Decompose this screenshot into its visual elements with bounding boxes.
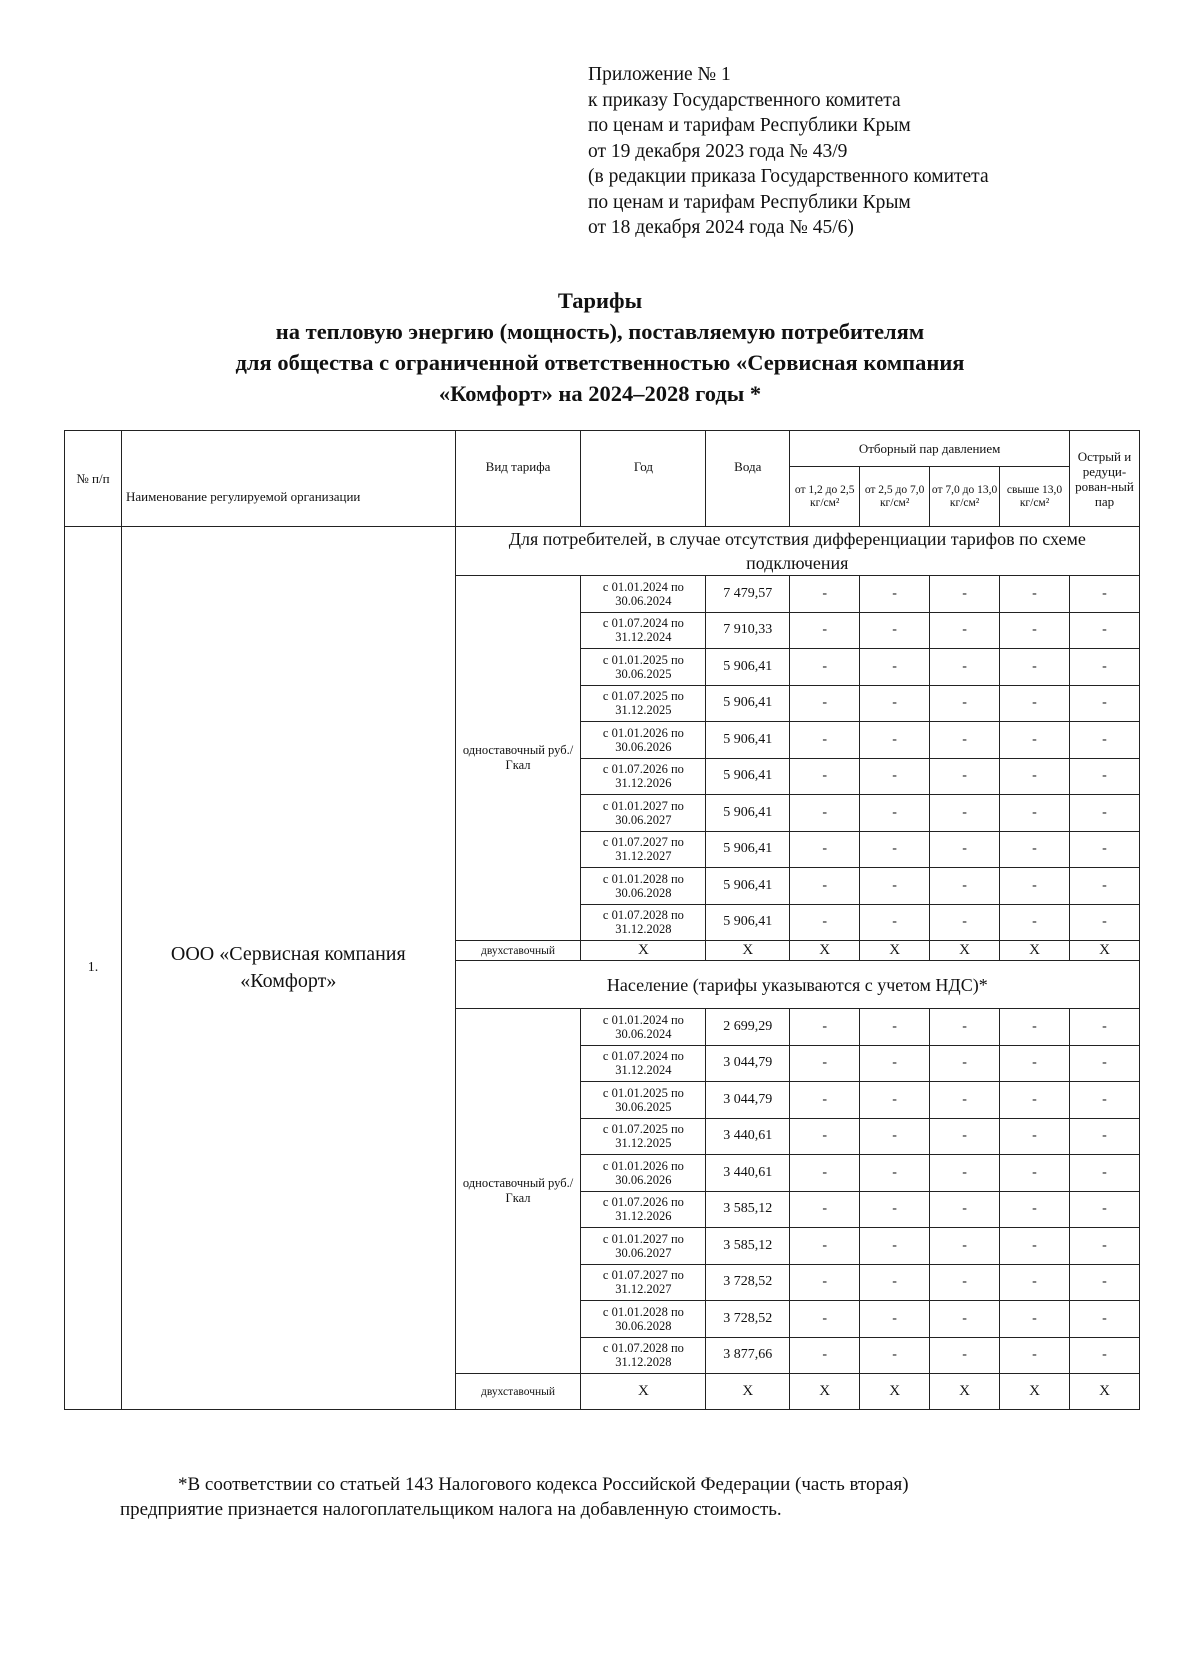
appendix-line: от 18 декабря 2024 года № 45/6) [588, 217, 854, 238]
period-cell: с 01.01.2027 по 30.06.2027 [581, 795, 706, 832]
steam-tariff-cell: - [930, 1301, 1000, 1338]
water-tariff-cell: 3 440,61 [706, 1155, 790, 1192]
steam-tariff-cell: - [860, 685, 930, 722]
appendix-header [588, 62, 989, 241]
period-cell: с 01.07.2027 по 31.12.2027 [581, 831, 706, 868]
water-tariff-cell: 5 906,41 [706, 904, 790, 941]
water-tariff-cell: 5 906,41 [706, 795, 790, 832]
steam-tariff-cell: - [1069, 1009, 1139, 1046]
steam-tariff-cell: - [930, 795, 1000, 832]
document-title [60, 285, 1140, 409]
steam-tariff-cell: - [930, 1045, 1000, 1082]
section-title: Для потребителей, в случае отсутствия дифференциации тарифов по схеме подключения [455, 527, 1139, 576]
single-rate-label: одноставочный руб./Гкал [455, 576, 581, 941]
footnote [120, 1472, 1080, 1522]
period-cell: с 01.07.2026 по 31.12.2026 [581, 1191, 706, 1228]
steam-tariff-cell: - [790, 649, 860, 686]
steam-tariff-cell: - [1069, 1191, 1139, 1228]
steam-tariff-cell: - [790, 868, 860, 905]
steam-tariff-cell: - [930, 1009, 1000, 1046]
steam-tariff-cell: - [1000, 1155, 1070, 1192]
section-row [65, 527, 1140, 576]
water-tariff-cell: 3 877,66 [706, 1337, 790, 1374]
water-tariff-cell: 3 044,79 [706, 1082, 790, 1119]
steam-tariff-cell: - [790, 1264, 860, 1301]
steam-tariff-cell: - [860, 1045, 930, 1082]
two-rate-label: двухставочный [455, 1374, 581, 1410]
header-sharp-steam: Острый и редуци-рован-ный пар [1069, 431, 1139, 527]
steam-tariff-cell: - [1000, 1118, 1070, 1155]
steam-tariff-cell: - [790, 1045, 860, 1082]
header-steam-1: от 1,2 до 2,5 кг/см² [790, 467, 860, 527]
steam-tariff-cell: - [1069, 1082, 1139, 1119]
period-cell: с 01.07.2026 по 31.12.2026 [581, 758, 706, 795]
appendix-line: от 19 декабря 2023 года № 43/9 [588, 140, 848, 162]
steam-tariff-cell: - [1000, 795, 1070, 832]
water-tariff-cell: 5 906,41 [706, 722, 790, 759]
header-year: Год [581, 431, 706, 527]
water-tariff-cell: 3 044,79 [706, 1045, 790, 1082]
steam-tariff-cell: - [1000, 1045, 1070, 1082]
x-mark-cell: X [581, 941, 706, 961]
steam-tariff-cell: - [790, 1118, 860, 1155]
steam-tariff-cell: - [860, 649, 930, 686]
steam-tariff-cell: - [790, 1009, 860, 1046]
period-cell: с 01.07.2028 по 31.12.2028 [581, 1337, 706, 1374]
steam-tariff-cell: - [930, 1264, 1000, 1301]
steam-tariff-cell: - [1000, 1228, 1070, 1265]
steam-tariff-cell: - [790, 831, 860, 868]
steam-tariff-cell: - [860, 1228, 930, 1265]
steam-tariff-cell: - [1000, 758, 1070, 795]
steam-tariff-cell: - [1069, 649, 1139, 686]
x-mark-cell: X [860, 1374, 930, 1410]
tariff-table [64, 430, 1140, 1410]
steam-tariff-cell: - [930, 1228, 1000, 1265]
header-num: № п/п [65, 431, 122, 527]
x-mark-cell: X [1000, 941, 1070, 961]
appendix-line: по ценам и тарифам Республики Крым [588, 191, 911, 213]
org-name: ООО «Сервисная компания «Комфорт» [122, 527, 456, 1410]
x-mark-cell: X [860, 941, 930, 961]
x-mark-cell: X [790, 1374, 860, 1410]
period-cell: с 01.07.2025 по 31.12.2025 [581, 1118, 706, 1155]
period-cell: с 01.07.2024 по 31.12.2024 [581, 612, 706, 649]
x-mark-cell: X [790, 941, 860, 961]
row-number: 1. [65, 527, 122, 1410]
water-tariff-cell: 5 906,41 [706, 758, 790, 795]
steam-tariff-cell: - [860, 722, 930, 759]
steam-tariff-cell: - [930, 649, 1000, 686]
steam-tariff-cell: - [860, 795, 930, 832]
water-tariff-cell: 5 906,41 [706, 868, 790, 905]
steam-tariff-cell: - [790, 576, 860, 613]
water-tariff-cell: 3 585,12 [706, 1191, 790, 1228]
steam-tariff-cell: - [930, 1191, 1000, 1228]
water-tariff-cell: 2 699,29 [706, 1009, 790, 1046]
steam-tariff-cell: - [860, 868, 930, 905]
steam-tariff-cell: - [1069, 1155, 1139, 1192]
steam-tariff-cell: - [1000, 868, 1070, 905]
steam-tariff-cell: - [790, 1082, 860, 1119]
steam-tariff-cell: - [790, 612, 860, 649]
steam-tariff-cell: - [930, 722, 1000, 759]
steam-tariff-cell: - [1000, 1264, 1070, 1301]
steam-tariff-cell: - [860, 576, 930, 613]
steam-tariff-cell: - [930, 831, 1000, 868]
period-cell: с 01.07.2028 по 31.12.2028 [581, 904, 706, 941]
water-tariff-cell: 3 585,12 [706, 1228, 790, 1265]
steam-tariff-cell: - [1069, 685, 1139, 722]
steam-tariff-cell: - [930, 758, 1000, 795]
steam-tariff-cell: - [1069, 758, 1139, 795]
period-cell: с 01.01.2024 по 30.06.2024 [581, 576, 706, 613]
steam-tariff-cell: - [860, 1301, 930, 1338]
steam-tariff-cell: - [790, 1155, 860, 1192]
steam-tariff-cell: - [1069, 1301, 1139, 1338]
steam-tariff-cell: - [860, 1191, 930, 1228]
steam-tariff-cell: - [860, 1009, 930, 1046]
steam-tariff-cell: - [1000, 1337, 1070, 1374]
header-steam-3: от 7,0 до 13,0 кг/см² [930, 467, 1000, 527]
period-cell: с 01.01.2026 по 30.06.2026 [581, 1155, 706, 1192]
steam-tariff-cell: - [1000, 612, 1070, 649]
water-tariff-cell: 5 906,41 [706, 685, 790, 722]
period-cell: с 01.01.2028 по 30.06.2028 [581, 1301, 706, 1338]
steam-tariff-cell: - [1000, 576, 1070, 613]
x-mark-cell: X [706, 1374, 790, 1410]
title-line: «Комфорт» на 2024–2028 годы * [438, 381, 762, 406]
steam-tariff-cell: - [1069, 722, 1139, 759]
tariff-body [65, 527, 1140, 1410]
steam-tariff-cell: - [1069, 795, 1139, 832]
header-org: Наименование регулируемой организации [122, 431, 456, 527]
appendix-line: (в редакции приказа Государственного комитета [588, 166, 989, 187]
two-rate-label: двухставочный [455, 941, 581, 961]
period-cell: с 01.07.2025 по 31.12.2025 [581, 685, 706, 722]
steam-tariff-cell: - [860, 831, 930, 868]
steam-tariff-cell: - [1069, 612, 1139, 649]
steam-tariff-cell: - [790, 1191, 860, 1228]
steam-tariff-cell: - [790, 904, 860, 941]
period-cell: с 01.01.2027 по 30.06.2027 [581, 1228, 706, 1265]
header-steam-2: от 2,5 до 7,0 кг/см² [860, 467, 930, 527]
steam-tariff-cell: - [790, 685, 860, 722]
steam-tariff-cell: - [930, 1082, 1000, 1119]
steam-tariff-cell: - [790, 722, 860, 759]
period-cell: с 01.01.2026 по 30.06.2026 [581, 722, 706, 759]
steam-tariff-cell: - [1000, 904, 1070, 941]
steam-tariff-cell: - [790, 1228, 860, 1265]
steam-tariff-cell: - [930, 612, 1000, 649]
title-line: на тепловую энергию (мощность), поставляемую потребителям [275, 319, 925, 344]
steam-tariff-cell: - [1069, 868, 1139, 905]
water-tariff-cell: 7 479,57 [706, 576, 790, 613]
section-title: Население (тарифы указываются с учетом НДС)* [455, 961, 1139, 1009]
steam-tariff-cell: - [930, 1155, 1000, 1192]
steam-tariff-cell: - [1069, 1118, 1139, 1155]
x-mark-cell: X [930, 941, 1000, 961]
water-tariff-cell: 3 728,52 [706, 1264, 790, 1301]
steam-tariff-cell: - [1069, 1264, 1139, 1301]
steam-tariff-cell: - [930, 576, 1000, 613]
period-cell: с 01.01.2024 по 30.06.2024 [581, 1009, 706, 1046]
steam-tariff-cell: - [930, 868, 1000, 905]
steam-tariff-cell: - [790, 758, 860, 795]
steam-tariff-cell: - [860, 1337, 930, 1374]
steam-tariff-cell: - [1000, 1082, 1070, 1119]
steam-tariff-cell: - [1000, 1191, 1070, 1228]
appendix-line: к приказу Государственного комитета [588, 89, 901, 111]
period-cell: с 01.01.2025 по 30.06.2025 [581, 1082, 706, 1119]
footnote-line: *В соответствии со статьей 143 Налогового кодекса Российской Федерации (часть вторая) [178, 1474, 909, 1495]
period-cell: с 01.07.2024 по 31.12.2024 [581, 1045, 706, 1082]
steam-tariff-cell: - [1000, 1009, 1070, 1046]
steam-tariff-cell: - [1069, 1045, 1139, 1082]
x-mark-cell: X [930, 1374, 1000, 1410]
steam-tariff-cell: - [1069, 1337, 1139, 1374]
steam-tariff-cell: - [930, 685, 1000, 722]
appendix-line: Приложение № 1 [588, 64, 731, 85]
steam-tariff-cell: - [860, 1082, 930, 1119]
water-tariff-cell: 3 440,61 [706, 1118, 790, 1155]
water-tariff-cell: 3 728,52 [706, 1301, 790, 1338]
steam-tariff-cell: - [930, 1337, 1000, 1374]
header-steam-4: свыше 13,0 кг/см² [1000, 467, 1070, 527]
x-mark-cell: X [581, 1374, 706, 1410]
single-rate-label: одноставочный руб./Гкал [455, 1009, 581, 1374]
header-steam-group: Отборный пар давлением [790, 431, 1070, 467]
steam-tariff-cell: - [1069, 576, 1139, 613]
steam-tariff-cell: - [1000, 685, 1070, 722]
period-cell: с 01.07.2027 по 31.12.2027 [581, 1264, 706, 1301]
steam-tariff-cell: - [790, 1337, 860, 1374]
period-cell: с 01.01.2028 по 30.06.2028 [581, 868, 706, 905]
steam-tariff-cell: - [790, 795, 860, 832]
steam-tariff-cell: - [790, 1301, 860, 1338]
steam-tariff-cell: - [860, 1264, 930, 1301]
water-tariff-cell: 5 906,41 [706, 649, 790, 686]
steam-tariff-cell: - [930, 904, 1000, 941]
x-mark-cell: X [1069, 941, 1139, 961]
steam-tariff-cell: - [860, 1118, 930, 1155]
steam-tariff-cell: - [1000, 1301, 1070, 1338]
period-cell: с 01.01.2025 по 30.06.2025 [581, 649, 706, 686]
appendix-line: по ценам и тарифам Республики Крым [588, 115, 911, 136]
x-mark-cell: X [1069, 1374, 1139, 1410]
header-tariff-type: Вид тарифа [455, 431, 581, 527]
footnote-line: предприятие признается налогоплательщиком налога на добавленную стоимость. [120, 1499, 782, 1520]
steam-tariff-cell: - [930, 1118, 1000, 1155]
x-mark-cell: X [706, 941, 790, 961]
header-water: Вода [706, 431, 790, 527]
steam-tariff-cell: - [1069, 904, 1139, 941]
x-mark-cell: X [1000, 1374, 1070, 1410]
steam-tariff-cell: - [1069, 1228, 1139, 1265]
steam-tariff-cell: - [860, 612, 930, 649]
title-line: для общества с ограниченной ответственностью «Сервисная компания [235, 350, 965, 375]
water-tariff-cell: 5 906,41 [706, 831, 790, 868]
steam-tariff-cell: - [1000, 831, 1070, 868]
steam-tariff-cell: - [1000, 722, 1070, 759]
steam-tariff-cell: - [860, 904, 930, 941]
steam-tariff-cell: - [860, 1155, 930, 1192]
steam-tariff-cell: - [860, 758, 930, 795]
water-tariff-cell: 7 910,33 [706, 612, 790, 649]
title-line: Тарифы [557, 288, 643, 313]
steam-tariff-cell: - [1000, 649, 1070, 686]
steam-tariff-cell: - [1069, 831, 1139, 868]
